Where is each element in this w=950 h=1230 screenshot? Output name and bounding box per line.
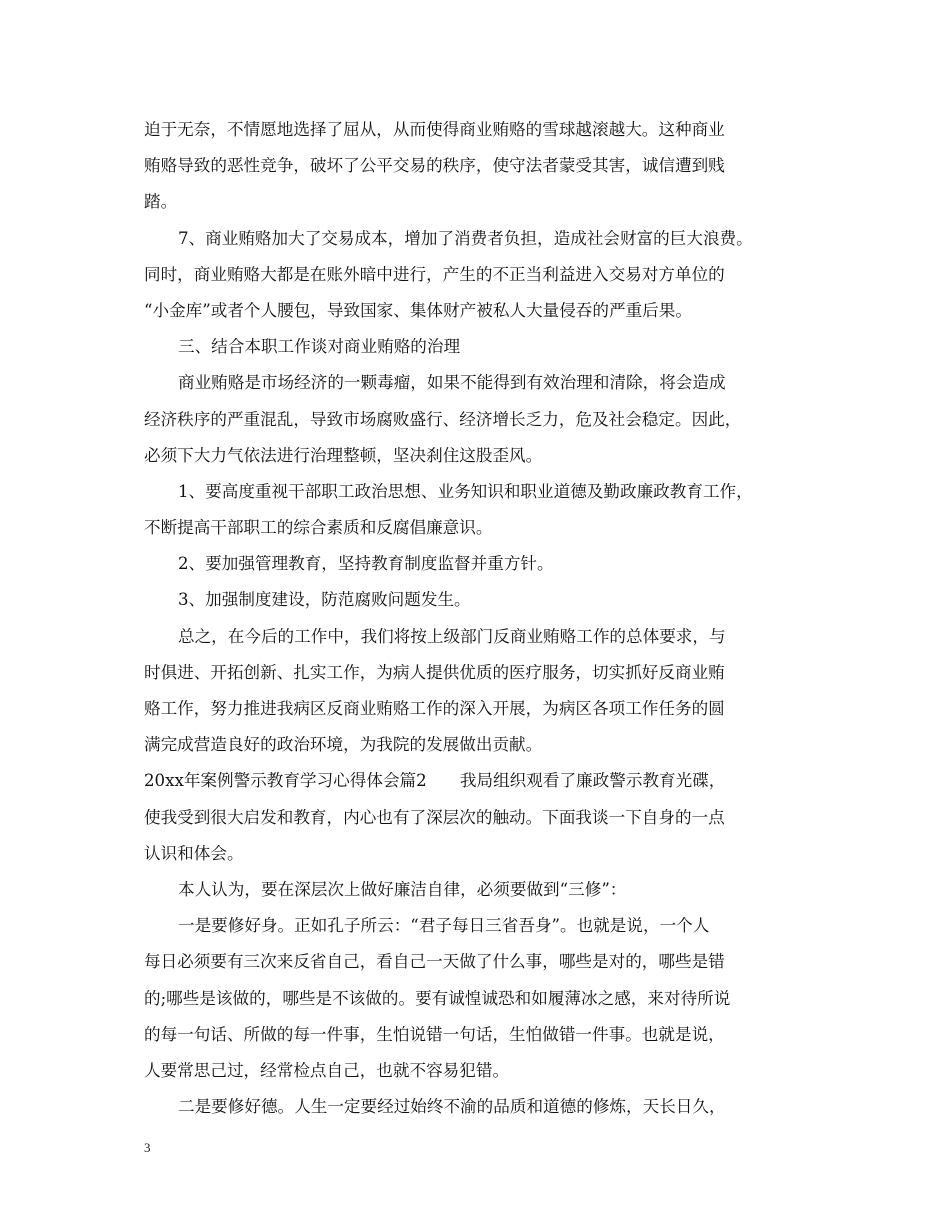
text-line: 时俱进、开拓创新、扎实工作，为病人提供优质的医疗服务，切实抓好反商业贿 — [144, 662, 725, 682]
text-line: 总之，在今后的工作中，我们将按上级部门反商业贿赂工作的总体要求，与 — [178, 626, 726, 646]
text-line: 商业贿赂是市场经济的一颗毒瘤，如果不能得到有效治理和清除，将会造成 — [178, 373, 726, 393]
text-line: 迫于无奈，不情愿地选择了屈从，从而使得商业贿赂的雪球越滚越大。这种商业 — [144, 120, 725, 139]
text-line: 每日必须要有三次来反省自己，看自己一天做了什么事，哪些是对的，哪些是错 — [144, 952, 725, 972]
text-line: 不断提高干部职工的综合素质和反腐倡廉意识。 — [144, 518, 493, 538]
text-line: 同时，商业贿赂大都是在账外暗中进行，产生的不正当利益进入交易对方单位的 — [144, 264, 725, 284]
text-line: 踏。 — [144, 192, 178, 212]
text-line: 贿赂导致的恶性竞争，破坏了公平交易的秩序，使守法者蒙受其害，诚信遭到贱 — [144, 156, 725, 176]
text-line: 20xx年案例警示教育学习心得体会篇2 我局组织观看了廉政警示教育光碟， — [144, 771, 726, 791]
text-line: 赂工作，努力推进我病区反商业贿赂工作的深入开展，为病区各项工作任务的圆 — [144, 699, 725, 718]
text-line: 2、要加强管理教育，坚持教育制度监督并重方针。 — [178, 554, 554, 574]
text-line: 使我受到很大启发和教育，内心也有了深层次的触动。下面我谈一下自身的一点 — [144, 807, 725, 827]
text-line: 三、结合本职工作谈对商业贿赂的治理 — [178, 337, 461, 357]
text-line: 二是要修好德。人生一定要经过始终不渝的品质和道德的修炼，天长日久， — [178, 1097, 726, 1117]
document-body — [144, 114, 808, 1127]
text-line: 3、加强制度建设，防范腐败问题发生。 — [178, 590, 471, 610]
text-line: 的;哪些是该做的，哪些是不该做的。要有诚惶诚恐和如履薄冰之感，来对待所说 — [144, 988, 731, 1008]
text-line: 人要常思己过，经常检点自己，也就不容易犯错。 — [144, 1060, 510, 1080]
text-line: 必须下大力气依法进行治理整顿，坚决刹住这股歪风。 — [144, 445, 543, 465]
text-line: 认识和体会。 — [144, 843, 244, 863]
text-line: 7、商业贿赂加大了交易成本，增加了消费者负担，造成社会财富的巨大浪费。 — [178, 228, 753, 248]
text-line: 本人认为，要在深层次上做好廉洁自律，必须要做到“三修”： — [178, 879, 627, 899]
text-line: 1、要高度重视干部职工政治思想、业务知识和职业道德及勤政廉政教育工作， — [178, 481, 753, 501]
text-line: 经济秩序的严重混乱，导致市场腐败盛行、经济增长乏力，危及社会稳定。因此， — [144, 409, 742, 429]
text-line: 一是要修好身。正如孔子所云：“君子每日三省吾身”。也就是说，一个人 — [178, 916, 710, 936]
text-line: 满完成营造良好的政治环境，为我院的发展做出贡献。 — [144, 735, 543, 755]
text-line: “小金库”或者个人腰包，导致国家、集体财产被私人大量侵吞的严重后果。 — [144, 300, 692, 320]
page-number: 3 — [144, 1140, 151, 1155]
text-line: 的每一句话、所做的每一件事，生怕说错一句话，生怕做错一件事。也就是说， — [144, 1024, 725, 1044]
